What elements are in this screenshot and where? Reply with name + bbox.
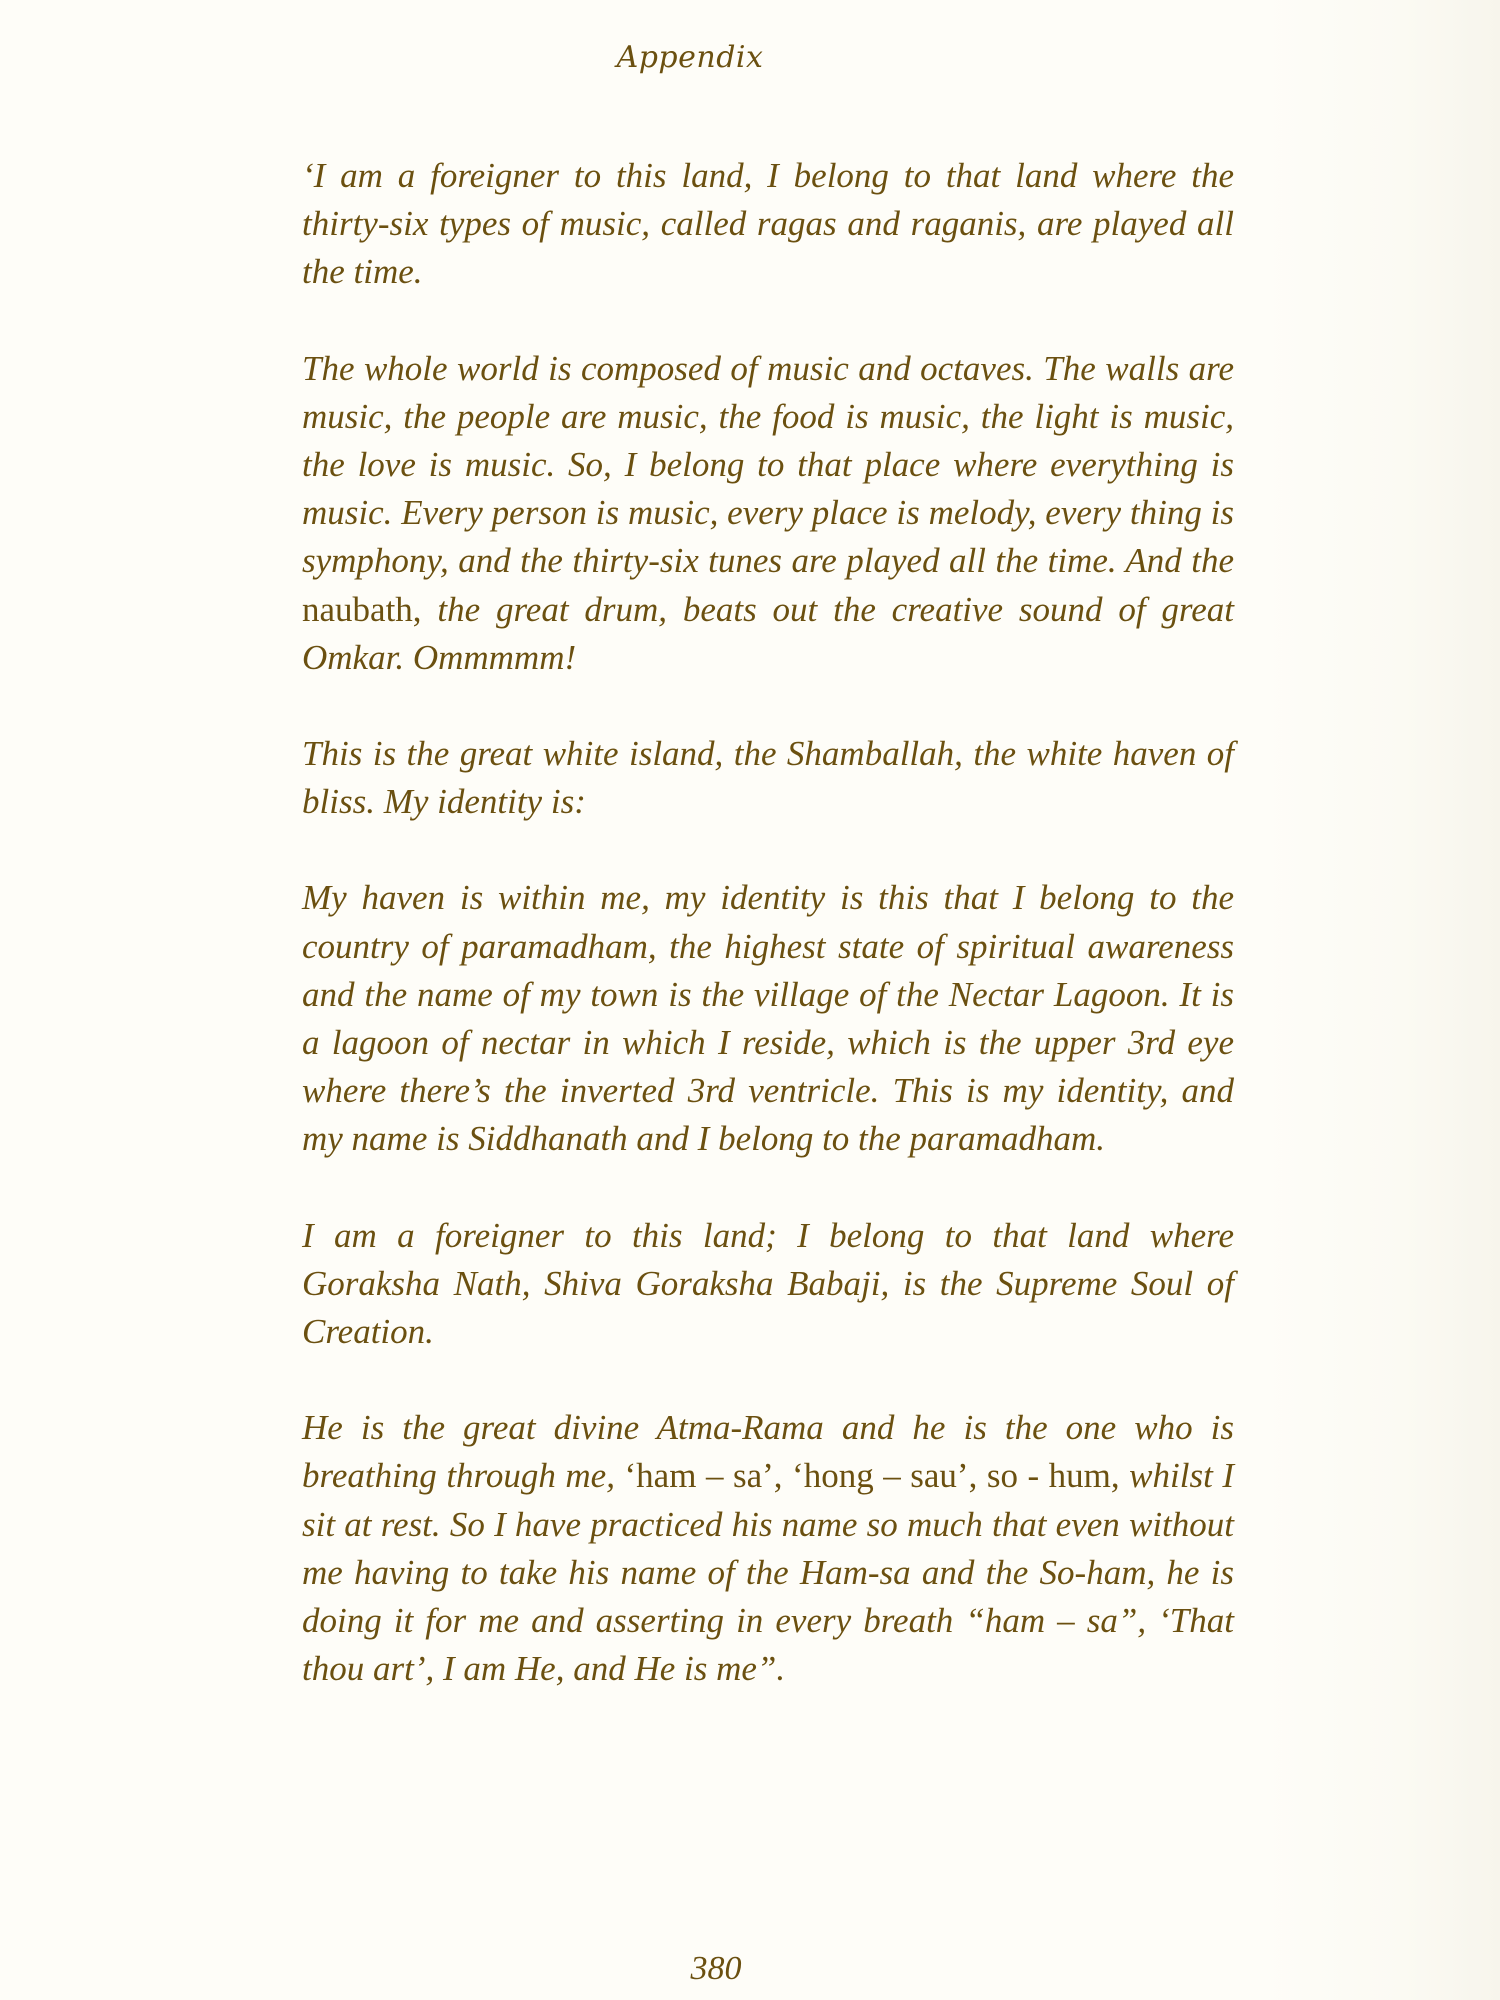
page-edge-shading [1260, 0, 1500, 2000]
paragraph-3: This is the great white island, the Shamballah, the white haven of bliss. My identity is: [302, 734, 1234, 822]
paragraph-5: I am a foreigner to this land; I belong to that land where Goraksha Nath, Shiva Goraksha Babaji, is the Supreme Soul of Creation. [302, 1215, 1234, 1352]
paragraph-6-part-b: whilst I sit at rest. So I have practiced his name so much that even without me having to take his name of the Ham-sa and the So-ham, he is doing it for me and asserting in every breath “ham – sa”, ‘That thou art’, I am He, and He is me”. [302, 1456, 1234, 1689]
paragraph-1: ‘I am a foreigner to this land, I belong to that land where the thirty-six types of music, called ragas and raganis, are played all the time. [302, 156, 1234, 292]
body-text [302, 152, 1234, 1741]
paragraph-4: My haven is within me, my identity is this that I belong to the country of paramadham, the highest state of spiritual awareness and the name of my town is the village of the Nectar Lagoon. It is a lagoon of nectar in which I reside, which is the upper 3rd eye where there’s the inverted 3rd ventricle. This is my identity, and my name is Siddhanath and I belong to the paramadham. [302, 878, 1234, 1159]
paragraph-2-part-a: The whole world is composed of music and octaves. The walls are music, the people are music, the food is music, the light is music, the love is music. So, I belong to that place where everything is music. Every person is music, every place is melody, every thing is symphony, and the thirty-six tunes are played all the time. And the [302, 348, 1234, 581]
paragraph-6 [302, 1404, 1234, 1693]
running-head: Appendix [616, 40, 764, 75]
page-number: 380 [690, 1950, 742, 1987]
paragraph-2-part-b: the great drum, beats out the creative sound of great Omkar. Ommmmm! [302, 589, 1234, 677]
paragraph-2-upright-term: naubath, [302, 589, 422, 629]
paragraph-6-upright-chant: ‘ham – sa’, ‘hong – sau’, so - hum, [624, 1456, 1120, 1496]
paragraph-6-part-a: He is the great divine Atma-Rama and he is the one who is breathing through me, [302, 1408, 1234, 1496]
paragraph-2 [302, 345, 1234, 682]
